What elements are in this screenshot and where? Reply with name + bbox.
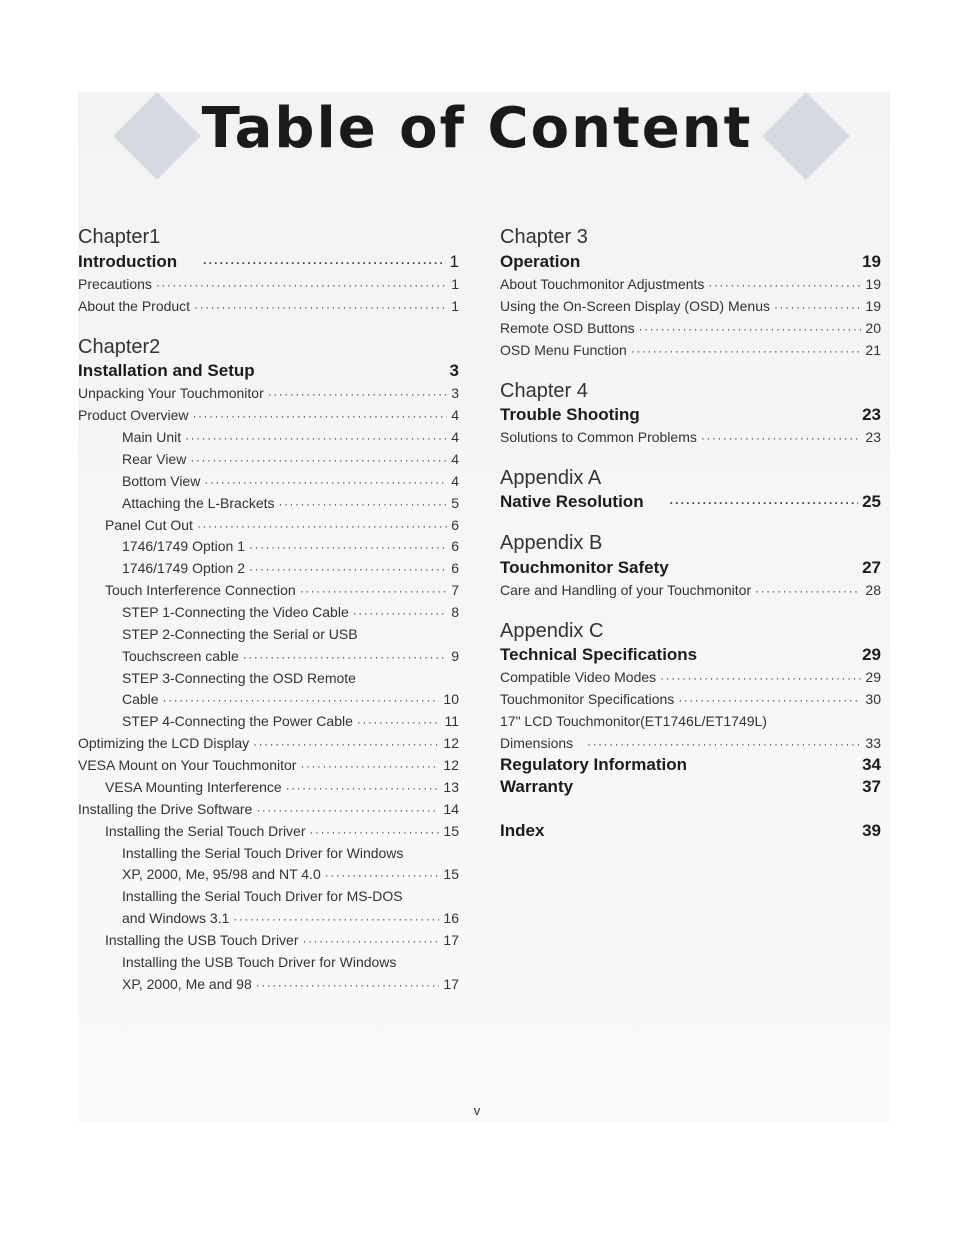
heading-text: Index [500,821,545,840]
toc-entry[interactable] [78,735,459,751]
leader-dots [660,671,861,685]
leader-dots [325,868,440,882]
entry-text: Product Overview [78,407,189,423]
entry-text: Using the On-Screen Display (OSD) Menus [500,298,770,314]
toc-heading[interactable] [500,405,881,425]
page-number: 11 [444,713,459,729]
toc-entry[interactable] [78,801,459,817]
entry-text: Main Unit [122,429,182,445]
page-number: 37 [862,777,881,796]
leader-dots [670,496,858,510]
entry-text: Remote OSD Buttons [500,320,635,336]
toc-entry[interactable] [122,866,459,882]
page-number: 28 [865,582,881,598]
leader-dots [156,278,447,292]
page-number: 5 [451,495,459,511]
toc-entry[interactable] [500,735,881,751]
toc-entry[interactable] [500,342,881,358]
page-number: 19 [865,298,881,314]
page-number: 21 [865,342,881,358]
leader-dots [204,475,447,489]
page-folio: v [473,1103,481,1118]
entry-text: 1746/1749 Option 2 [122,560,245,576]
entry-text: Precautions [78,276,152,292]
page-number: 25 [862,492,881,511]
toc-entry[interactable] [500,429,881,445]
page-number: 29 [862,645,881,664]
toc-entry[interactable] [78,385,459,401]
leader-dots [303,934,440,948]
entry-text: XP, 2000, Me and 98 [122,976,252,992]
toc-entry[interactable] [500,276,881,292]
toc-heading[interactable] [78,361,459,381]
page-number: 15 [443,823,459,839]
page-number: 34 [862,755,881,774]
page-number: 17 [443,976,459,992]
leader-dots [300,759,439,773]
entry-text: Bottom View [122,473,201,489]
heading-text: Operation [500,252,581,271]
entry-text: Optimizing the LCD Display [78,735,250,751]
toc-entry-line[interactable]: Installing the Serial Touch Driver for MS-DOS [122,888,403,904]
entry-text: and Windows 3.1 [122,910,230,926]
page-number: 4 [451,429,459,445]
entry-text: Panel Cut Out [105,517,193,533]
page-number: 20 [865,320,881,336]
toc-entry[interactable] [500,298,881,314]
page-number: 3 [449,361,459,380]
page-number: 12 [443,735,459,751]
page-number: 7 [451,582,459,598]
leader-dots [279,497,448,511]
toc-entry[interactable] [500,582,881,598]
leader-dots [755,584,861,598]
toc-entry[interactable] [78,276,459,292]
page-number: 12 [443,757,459,773]
page-number: 13 [443,779,459,795]
page-number: 6 [451,517,459,533]
heading-text: Regulatory Information [500,755,688,774]
page-number: 27 [862,558,881,577]
leader-dots [163,693,440,707]
toc-heading[interactable] [500,777,881,797]
chapter-label: Appendix C [500,620,604,642]
entry-text: Compatible Video Modes [500,669,657,685]
toc-entry[interactable] [105,932,459,948]
page-number: 14 [443,801,459,817]
toc-entry[interactable] [122,473,459,489]
page-number: 30 [865,691,881,707]
toc-entry[interactable] [105,517,459,533]
toc-entry-line[interactable]: Installing the Serial Touch Driver for Windows [122,845,404,861]
toc-entry[interactable] [500,691,881,707]
leader-dots [256,803,439,817]
toc-entry[interactable] [122,538,459,554]
leader-dots [708,278,861,292]
heading-text: Trouble Shooting [500,405,640,424]
toc-entry[interactable] [122,691,459,707]
leader-dots [701,431,862,445]
page-number: 29 [865,669,881,685]
leader-dots [268,387,447,401]
toc-entry[interactable] [105,823,459,839]
toc-heading[interactable] [500,558,881,578]
page-number: 4 [451,451,459,467]
leader-dots [233,912,439,926]
page-number: 8 [451,604,459,620]
entry-text: Installing the USB Touch Driver [105,932,299,948]
entry-text: Dimensions [500,735,574,751]
leader-dots [249,540,447,554]
page-number: 23 [862,405,881,424]
toc-entry[interactable] [500,669,881,685]
entry-text: Touch Interference Connection [105,582,296,598]
toc-heading[interactable] [500,821,881,841]
page-number: 23 [865,429,881,445]
entry-text: VESA Mount on Your Touchmonitor [78,757,297,773]
leader-dots [203,256,445,270]
entry-text: STEP 4-Connecting the Power Cable [122,713,353,729]
toc-heading[interactable] [500,252,881,272]
toc-entry[interactable] [122,910,459,926]
entry-text: Touchmonitor Specifications [500,691,675,707]
entry-text: STEP 1-Connecting the Video Cable [122,604,349,620]
entry-text: About Touchmonitor Adjustments [500,276,705,292]
leader-dots [357,715,441,729]
entry-text: OSD Menu Function [500,342,627,358]
toc-entry[interactable] [122,560,459,576]
toc-entry[interactable] [78,298,459,314]
toc-heading[interactable] [500,645,881,665]
page-number: 1 [449,252,459,271]
toc-entry[interactable] [105,779,459,795]
entry-text: Attaching the L-Brackets [122,495,275,511]
leader-dots [192,409,447,423]
leader-dots [256,978,440,992]
heading-text: Warranty [500,777,574,796]
leader-dots [185,431,447,445]
leader-dots [300,584,448,598]
toc-heading[interactable] [500,755,881,775]
heading-text: Technical Specifications [500,645,698,664]
page-number: 33 [865,735,881,751]
page-number: 3 [451,385,459,401]
entry-text: Solutions to Common Problems [500,429,697,445]
chapter-label: Chapter1 [78,226,161,248]
page-number: 6 [451,538,459,554]
entry-text: Cable [122,691,159,707]
page-number: 1 [451,276,459,292]
toc-entry[interactable] [122,451,459,467]
page-number: 9 [451,648,459,664]
toc-entry[interactable] [122,495,459,511]
entry-text: VESA Mounting Interference [105,779,282,795]
leader-dots [678,693,861,707]
toc-entry[interactable] [122,429,459,445]
entry-text: Unpacking Your Touchmonitor [78,385,264,401]
leader-dots [190,453,447,467]
toc-entry[interactable] [122,648,459,664]
page-number: 10 [443,691,459,707]
toc-heading[interactable] [78,252,459,272]
toc-entry[interactable] [122,976,459,992]
toc-entry-line[interactable]: 17" LCD Touchmonitor(ET1746L/ET1749L) [500,713,767,729]
toc-entry-line[interactable]: STEP 2-Connecting the Serial or USB [122,626,358,642]
toc-entry-line[interactable]: Installing the USB Touch Driver for Windows [122,954,397,970]
leader-dots [194,300,447,314]
entry-text: 1746/1749 Option 1 [122,538,245,554]
heading-text: Native Resolution [500,492,644,511]
page-number: 6 [451,560,459,576]
page-number: 17 [443,932,459,948]
leader-dots [353,606,447,620]
entry-text: Care and Handling of your Touchmonitor [500,582,752,598]
heading-text: Installation and Setup [78,361,255,380]
leader-dots [253,737,439,751]
leader-dots [286,781,440,795]
toc-entry[interactable] [500,320,881,336]
page-number: 1 [451,298,459,314]
leader-dots [243,650,447,664]
leader-dots [310,825,440,839]
entry-text: Installing the Serial Touch Driver [105,823,306,839]
entry-text: About the Product [78,298,191,314]
page-number: 4 [451,407,459,423]
heading-text: Touchmonitor Safety [500,558,669,577]
leader-dots [249,562,447,576]
chapter-label: Appendix A [500,467,602,489]
page-number: 4 [451,473,459,489]
toc-entry[interactable] [105,582,459,598]
page-number: 19 [865,276,881,292]
chapter-label: Chapter2 [78,336,161,358]
leader-dots [639,322,862,336]
leader-dots [587,737,861,751]
page-number: 15 [443,866,459,882]
entry-text: XP, 2000, Me, 95/98 and NT 4.0 [122,866,321,882]
toc-entry[interactable] [122,713,459,729]
entry-text: Touchscreen cable [122,648,239,664]
leader-dots [631,344,862,358]
leader-dots [774,300,861,314]
toc-entry-line[interactable]: STEP 3-Connecting the OSD Remote [122,670,356,686]
toc-entry[interactable] [78,757,459,773]
heading-text: Introduction [78,252,178,271]
chapter-label: Chapter 3 [500,226,588,248]
entry-text: Installing the Drive Software [78,801,253,817]
entry-text: Rear View [122,451,187,467]
page-number: 39 [862,821,881,840]
page-title: Table of Content [201,96,753,161]
toc-entry[interactable] [122,604,459,620]
chapter-label: Chapter 4 [500,380,588,402]
page-number: 19 [862,252,881,271]
chapter-label: Appendix B [500,532,603,554]
toc-entry[interactable] [78,407,459,423]
page-number: 16 [443,910,459,926]
leader-dots [197,519,447,533]
toc-heading[interactable] [500,492,881,512]
